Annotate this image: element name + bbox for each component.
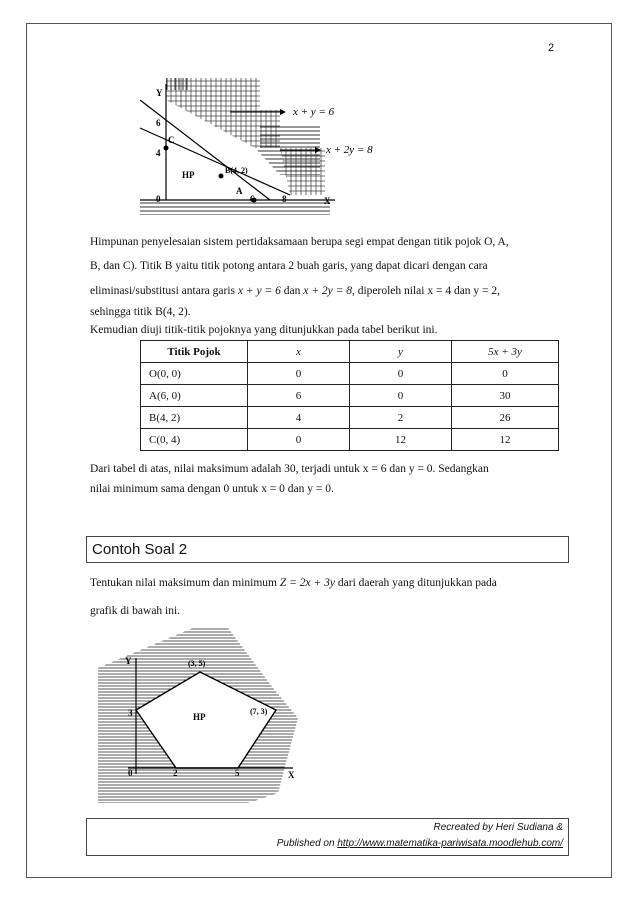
shade-region-2 bbox=[166, 78, 190, 90]
g2-pt-top: (3, 5) bbox=[188, 659, 206, 668]
graph-1 bbox=[130, 70, 400, 220]
p1-line3-c: , diperoleh nilai x = 4 dan y = 2, bbox=[351, 285, 501, 297]
section-title: Contoh Soal 2 bbox=[92, 541, 188, 558]
g1-xtick-6: 6 bbox=[250, 194, 255, 204]
footer-published-prefix: Published on bbox=[276, 838, 335, 849]
table-cell: 4 bbox=[248, 407, 350, 429]
g1-label-b: B(4, 2) bbox=[225, 166, 248, 175]
table-cell: 0 bbox=[248, 429, 350, 451]
table-cell: 0 bbox=[452, 363, 559, 385]
p1-line3-a: eliminasi/substitusi antara garis bbox=[90, 285, 236, 297]
g1-x-label: X bbox=[324, 196, 331, 206]
table-cell: B(4, 2) bbox=[141, 407, 248, 429]
page-number: 2 bbox=[548, 42, 555, 54]
paragraph-1-line-3 bbox=[90, 280, 560, 302]
g1-xtick-8: 8 bbox=[282, 194, 287, 204]
table-row bbox=[141, 429, 559, 451]
table-intro: Kemudian diuji titik-titik pojoknya yang ditunjukkan pada tabel berikut ini. bbox=[90, 324, 438, 336]
problem-line-2: grafik di bawah ini. bbox=[90, 605, 181, 617]
g1-eq2: x + 2y = 8 bbox=[326, 144, 373, 156]
table-cell: 12 bbox=[452, 429, 559, 451]
table-cell: 6 bbox=[248, 385, 350, 407]
table-cell: 12 bbox=[350, 429, 452, 451]
header-x: x bbox=[248, 341, 350, 363]
table-cell: 0 bbox=[248, 363, 350, 385]
conclusion-line-1: Dari tabel di atas, nilai maksimum adalah 30, terjadi untuk x = 6 dan y = 0. Sedangkan bbox=[90, 463, 489, 475]
g2-pt-right: (7, 3) bbox=[250, 707, 268, 716]
arrow-eq1-head bbox=[280, 109, 286, 115]
table-cell: 0 bbox=[350, 385, 452, 407]
paragraph-1-line-1: Himpunan penyelesaian sistem pertidaksamaan berupa segi empat dengan titik pojok O, A, bbox=[90, 236, 509, 248]
g2-y-label: Y bbox=[125, 656, 132, 666]
table-cell: C(0, 4) bbox=[141, 429, 248, 451]
footer-published bbox=[277, 838, 563, 849]
g1-eq1: x + y = 6 bbox=[293, 106, 335, 118]
g2-x-label: X bbox=[288, 770, 295, 780]
point-c bbox=[164, 146, 169, 151]
g2-xtick-5: 5 bbox=[235, 768, 240, 778]
g1-tick-4: 4 bbox=[156, 148, 161, 158]
g1-tick-0: 0 bbox=[156, 194, 161, 204]
footer-link[interactable]: http://www.matematika-pariwisata.moodlehub.com/ bbox=[337, 838, 563, 849]
shade-region-5 bbox=[140, 200, 166, 215]
table-cell: 2 bbox=[350, 407, 452, 429]
corner-points-table bbox=[140, 340, 559, 451]
table-row bbox=[141, 385, 559, 407]
conclusion-line-2: nilai minimum sama dengan 0 untuk x = 0 dan y = 0. bbox=[90, 483, 334, 495]
table-cell: O(0, 0) bbox=[141, 363, 248, 385]
problem-line-1 bbox=[90, 572, 560, 594]
table-row bbox=[141, 363, 559, 385]
g2-label-hp: HP bbox=[193, 712, 206, 722]
table-cell: 26 bbox=[452, 407, 559, 429]
g2-tick-0: 0 bbox=[128, 768, 133, 778]
footer-credit: Recreated by Heri Sudiana & bbox=[433, 822, 563, 833]
p1-line3-eq1: x + y = 6 bbox=[237, 285, 281, 297]
g2-tick-3: 3 bbox=[128, 708, 133, 718]
table-cell: 0 bbox=[350, 363, 452, 385]
shade-region-4 bbox=[280, 148, 325, 195]
problem-objective: Z = 2x + 3y bbox=[279, 577, 336, 589]
shade-region-6 bbox=[166, 200, 330, 215]
header-titik-pojok: Titik Pojok bbox=[141, 341, 248, 363]
g1-label-a: A bbox=[236, 186, 243, 196]
table-header-row bbox=[141, 341, 559, 363]
point-b bbox=[219, 174, 224, 179]
graph-2 bbox=[98, 628, 328, 808]
table-row bbox=[141, 407, 559, 429]
g1-label-c: C bbox=[168, 135, 175, 145]
p1-line3-b: dan bbox=[283, 285, 301, 297]
g1-y-label: Y bbox=[156, 88, 163, 98]
g1-tick-6: 6 bbox=[156, 118, 161, 128]
g1-label-hp: HP bbox=[182, 170, 195, 180]
g2-xtick-2: 2 bbox=[173, 768, 178, 778]
header-y: y bbox=[350, 341, 452, 363]
problem-line1-b: dari daerah yang ditunjukkan pada bbox=[337, 577, 497, 589]
header-objective: 5x + 3y bbox=[452, 341, 559, 363]
table-cell: A(6, 0) bbox=[141, 385, 248, 407]
paragraph-1-line-2: B, dan C). Titik B yaitu titik potong antara 2 buah garis, yang dapat dicari dengan cara bbox=[90, 260, 488, 272]
p1-line3-eq2: x + 2y = 8 bbox=[303, 285, 352, 297]
table-cell: 30 bbox=[452, 385, 559, 407]
problem-line1-a: Tentukan nilai maksimum dan minimum bbox=[90, 577, 278, 589]
paragraph-1-line-4: sehingga titik B(4, 2). bbox=[90, 306, 191, 318]
